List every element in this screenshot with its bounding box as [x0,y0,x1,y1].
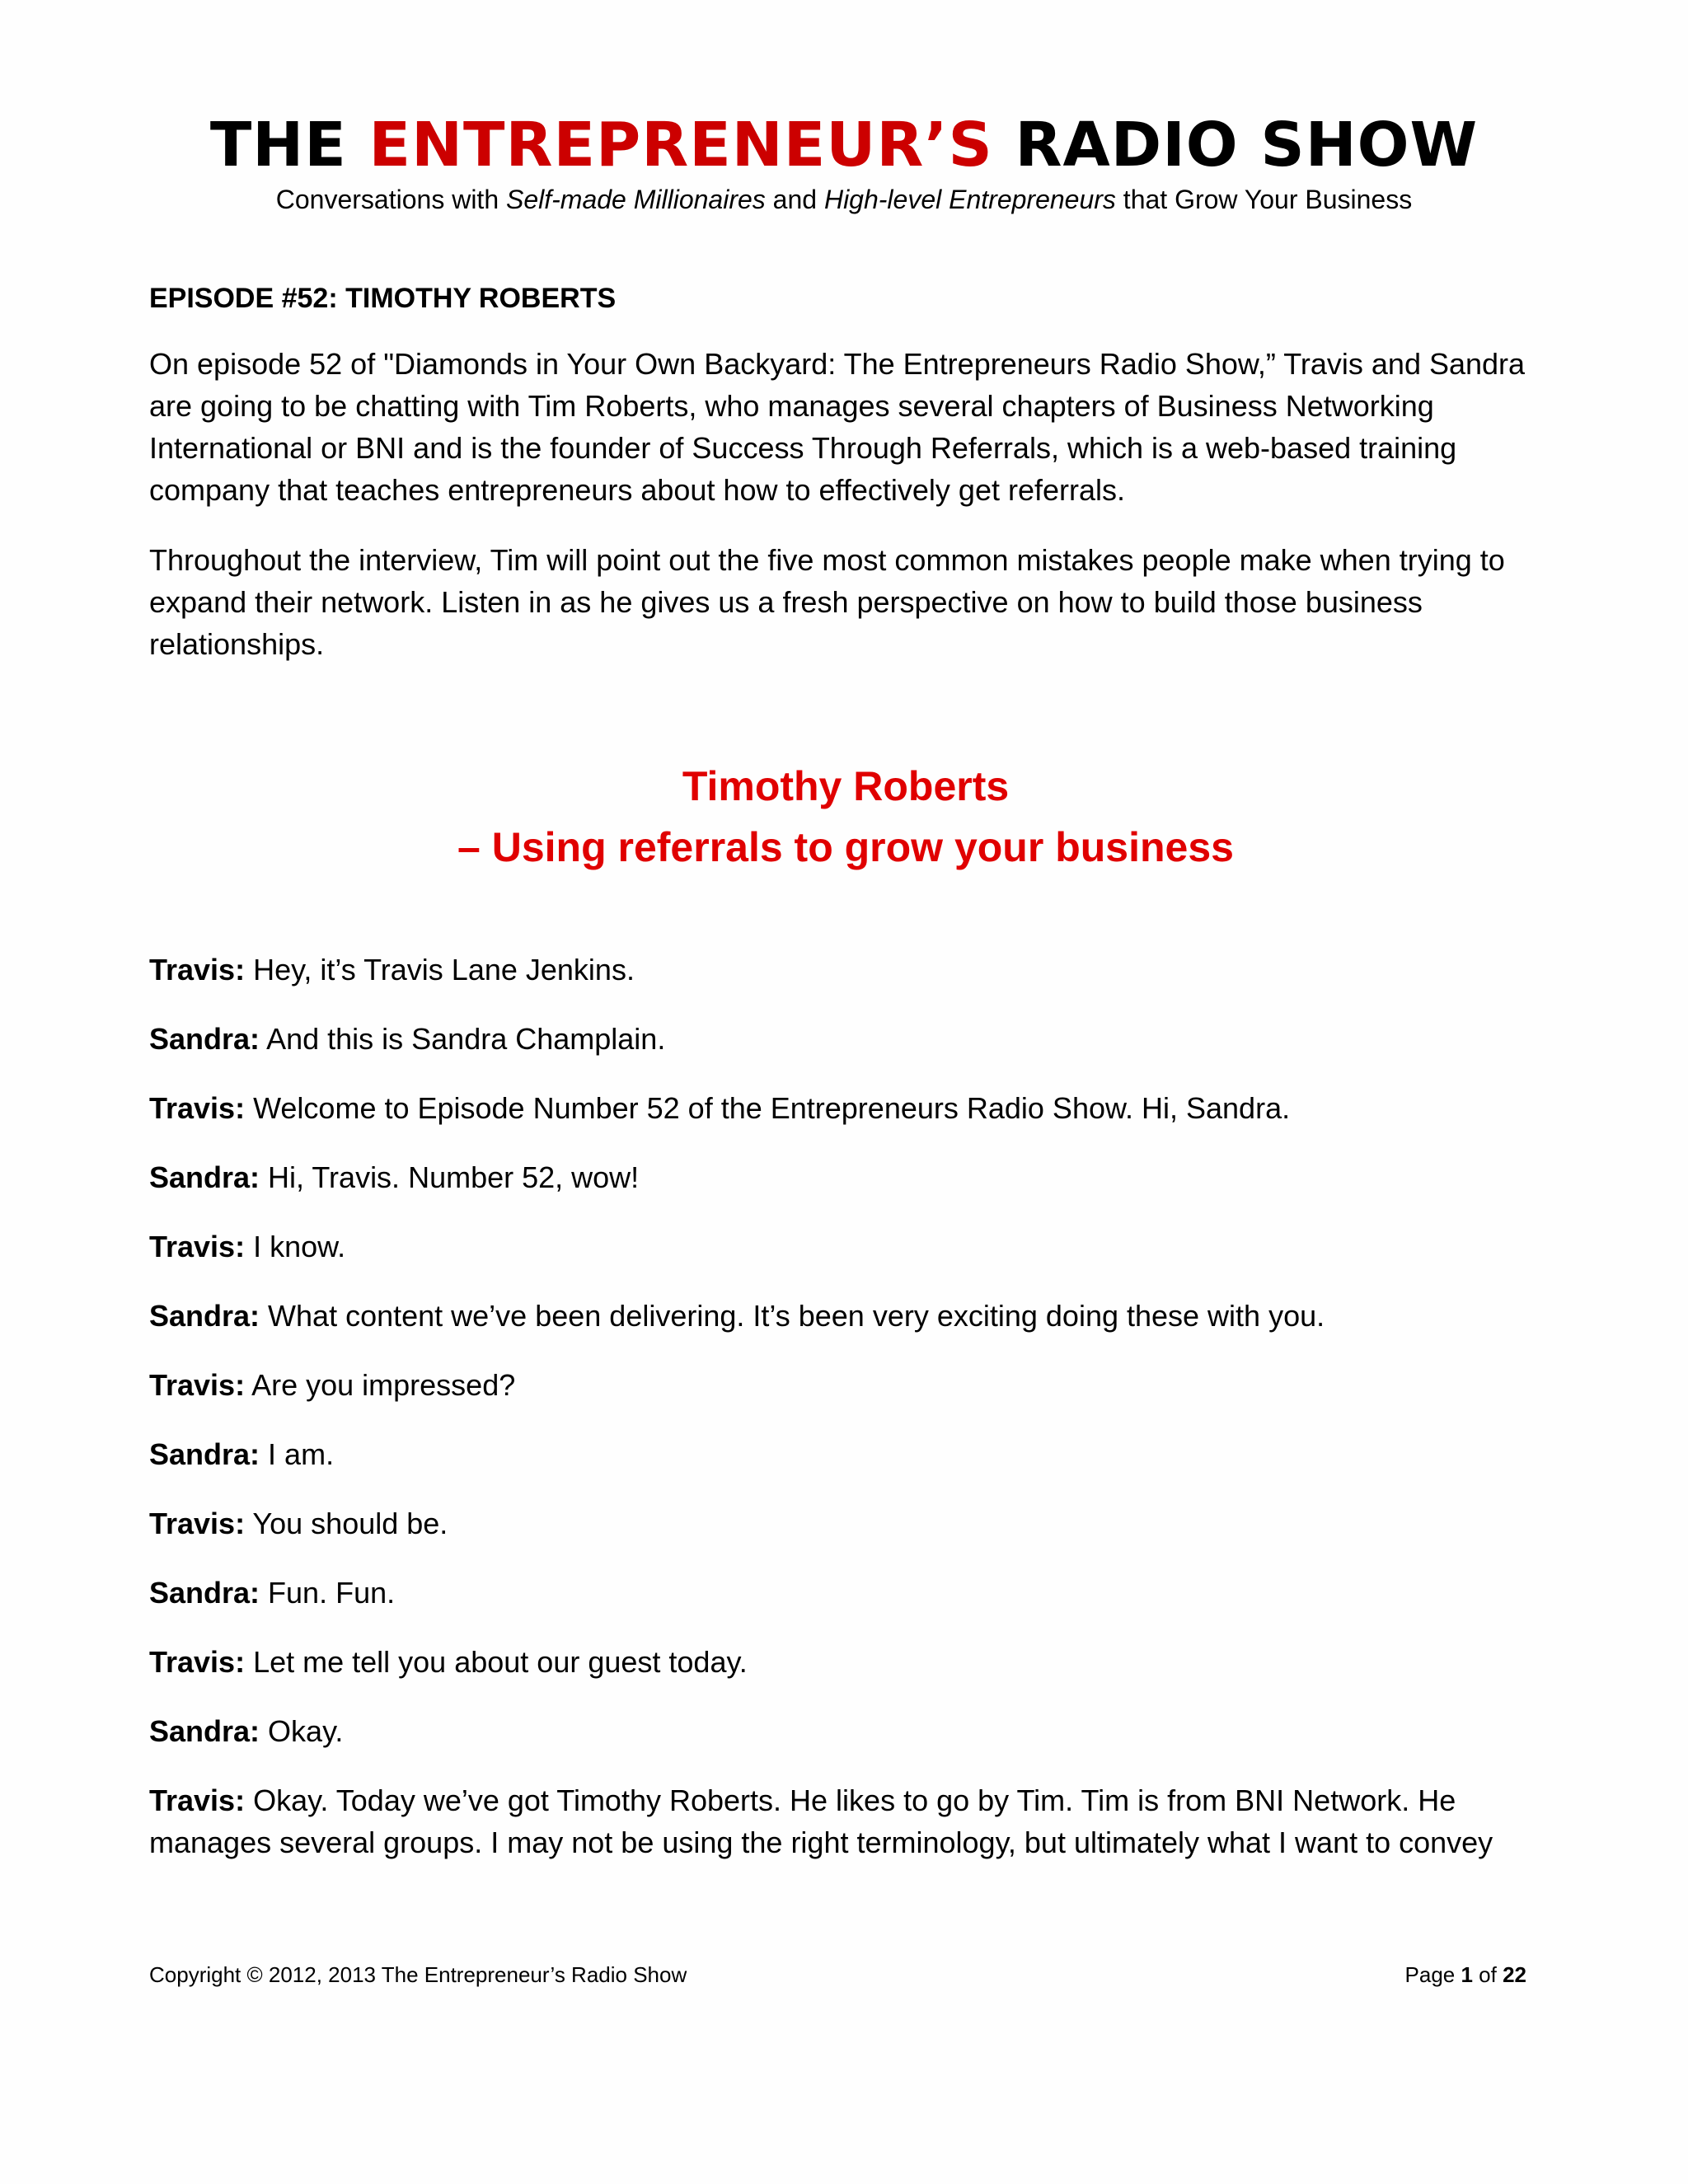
summary-paragraph: On episode 52 of "Diamonds in Your Own Backyard: The Entrepreneurs Radio Show,” Travis and Sandra are going to be chatting with Tim Roberts, who manages several chapters of Business Networking International or BNI and is the founder of Success Through Referrals, which is a web-based training company that teaches entrepreneurs about how to effectively get referrals. [149,347,1526,507]
show-tagline [0,183,1688,216]
transcript-line [149,1364,1542,1406]
transcript-text: You should be. [245,1507,448,1540]
transcript-line [149,1641,1542,1683]
transcript-text: Let me tell you about our guest today. [245,1645,748,1679]
tagline-text-2: Self-made Millionaires [506,185,766,214]
copyright-notice: Copyright © 2012, 2013 The Entrepreneur’s Radio Show [149,1962,687,1987]
tagline-text-3: and [765,185,824,214]
speaker-name: Sandra: [149,1714,260,1748]
page-current: 1 [1461,1962,1473,1987]
transcript-text: I am. [260,1437,335,1471]
transcript-line [149,1710,1542,1752]
transcript-line [149,1779,1542,1863]
transcript-text: What content we’ve been delivering. It’s been very exciting doing these with you. [260,1299,1325,1333]
transcript-text: I know. [245,1230,346,1263]
show-title-highlight: ENTREPRENEUR’S [368,110,993,180]
episode-summary [149,343,1542,665]
transcript-line [149,1226,1542,1268]
section-title [149,756,1542,878]
page-prefix: Page [1404,1962,1461,1987]
tagline-text-4: High-level Entrepreneurs [823,185,1116,214]
speaker-name: Travis: [149,1091,246,1125]
transcript-text: Are you impressed? [245,1368,516,1402]
transcript-line [149,1572,1542,1614]
transcript-text: Hey, it’s Travis Lane Jenkins. [245,953,635,987]
episode-heading: EPISODE #52: TIMOTHY ROBERTS [149,283,617,314]
main-content [149,280,1542,1891]
section-title-line2: – Using referrals to grow your business [457,824,1234,870]
speaker-name: Travis: [149,1507,246,1540]
transcript-line [149,949,1542,991]
transcript-line [149,1433,1542,1475]
speaker-name: Travis: [149,953,246,987]
tagline-text-5: that Grow Your Business [1115,185,1413,214]
show-title-part1: THE [209,110,369,180]
speaker-name: Sandra: [149,1160,260,1194]
transcript-line [149,1018,1542,1060]
transcript-text: Okay. [260,1714,344,1748]
speaker-name: Travis: [149,1230,246,1263]
summary-paragraph: Throughout the interview, Tim will point out the five most common mistakes people make when trying to expand their network. Listen in as he gives us a fresh perspective on how to build those business relationships. [149,543,1505,661]
transcript [149,949,1542,1863]
speaker-name: Travis: [149,1783,246,1817]
transcript-line [149,1087,1542,1129]
show-title-part3: RADIO SHOW [992,110,1479,180]
transcript-text: Okay. Today we’ve got Timothy Roberts. He likes to go by Tim. Tim is from BNI Network. He manages several groups. I may not be using the right terminology, but ultimately what I want to convey [149,1783,1493,1859]
speaker-name: Travis: [149,1645,246,1679]
speaker-name: Sandra: [149,1022,260,1056]
section-title-line1: Timothy Roberts [682,763,1010,809]
speaker-name: Sandra: [149,1299,260,1333]
speaker-name: Sandra: [149,1576,260,1610]
speaker-name: Travis: [149,1368,246,1402]
transcript-text: Welcome to Episode Number 52 of the Entrepreneurs Radio Show. Hi, Sandra. [245,1091,1291,1125]
transcript-line [149,1295,1542,1337]
page-of: of [1472,1962,1503,1987]
transcript-text: And this is Sandra Champlain. [260,1022,666,1056]
show-title [0,105,1688,185]
page-total: 22 [1503,1962,1526,1987]
page-number [1405,1961,1526,1988]
transcript-line [149,1502,1542,1544]
transcript-text: Hi, Travis. Number 52, wow! [260,1160,640,1194]
transcript-line [149,1156,1542,1198]
speaker-name: Sandra: [149,1437,260,1471]
transcript-text: Fun. Fun. [260,1576,396,1610]
tagline-text-1: Conversations with [275,185,506,214]
